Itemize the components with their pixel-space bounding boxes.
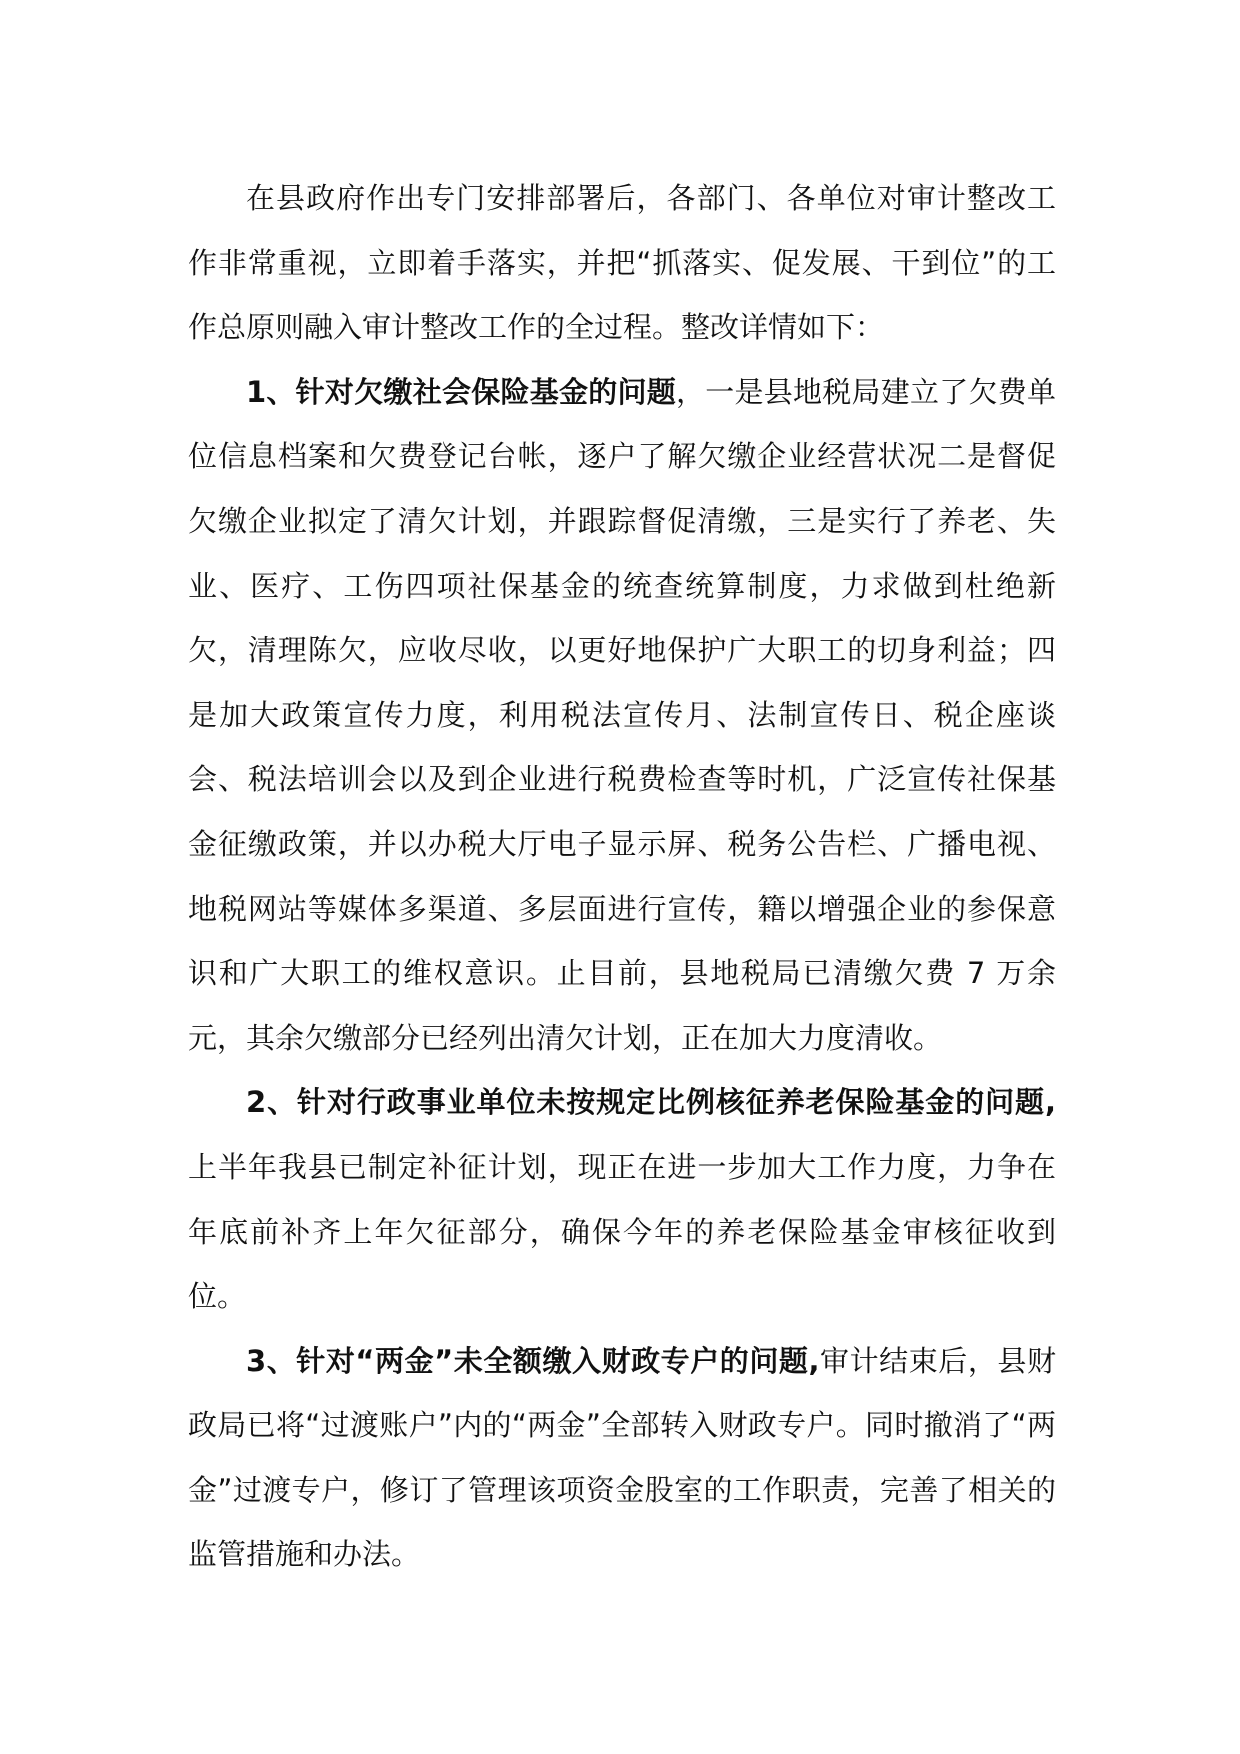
paragraph-item-2 <box>188 1070 1056 1328</box>
paragraph-item-1 <box>188 360 1056 1071</box>
paragraph-item-2-heading: 2、针对行政事业单位未按规定比例核征养老保险基金的问题, <box>246 1085 1056 1120</box>
paragraph-item-2-text: 上半年我县已制定补征计划，现正在进一步加大工作力度，力争在年底前补齐上年欠征部分，确保今年的养老保险基金审核征收到位。 <box>188 1149 1056 1314</box>
paragraph-item-3 <box>188 1329 1056 1587</box>
paragraph-intro-text: 在县政府作出专门安排部署后，各部门、各单位对审计整改工作非常重视，立即着手落实，并把“抓落实、促发展、干到位”的工作总原则融入审计整改工作的全过程。整改详情如下： <box>188 181 1056 345</box>
paragraph-intro <box>188 166 1056 360</box>
paragraph-item-1-text: ，一是县地税局建立了欠费单位信息档案和欠费登记台帐，逐户了解欠缴企业经营状况二是督促欠缴企业拟定了清欠计划，并跟踪督促清缴，三是实行了养老、失业、医疗、工伤四项社保基金的统查统算制度，力求做到杜绝新欠，清理陈欠，应收尽收，以更好地保护广大职工的切身利益；四是加大政策宣传力度，利用税法宣传月、法制宣传日、税企座谈会、税法培训会以及到企业进行税费检查等时机，广泛宣传社保基金征缴政策，并以办税大厅电子显示屏、税务公告栏、广播电视、地税网站等媒体多渠道、多层面进行宣传，籍以增强企业的参保意识和广大职工的维权意识。止目前，县地税局已清缴欠费 7 万余元，其余欠缴部分已经列出清欠计划，正在加大力度清收。 <box>188 374 1056 1055</box>
paragraph-item-1-heading: 1、针对欠缴社会保险基金的问题 <box>246 374 676 409</box>
paragraph-item-3-heading: 3、针对“两金”未全额缴入财政专户的问题, <box>246 1343 820 1378</box>
document-body <box>188 166 1056 1587</box>
paragraph-item-3-text: 审计结束后，县财政局已将“过渡账户”内的“两金”全部转入财政专户。同时撤消了“两金”过渡专户，修订了管理该项资金股室的工作职责，完善了相关的监管措施和办法。 <box>188 1343 1056 1572</box>
